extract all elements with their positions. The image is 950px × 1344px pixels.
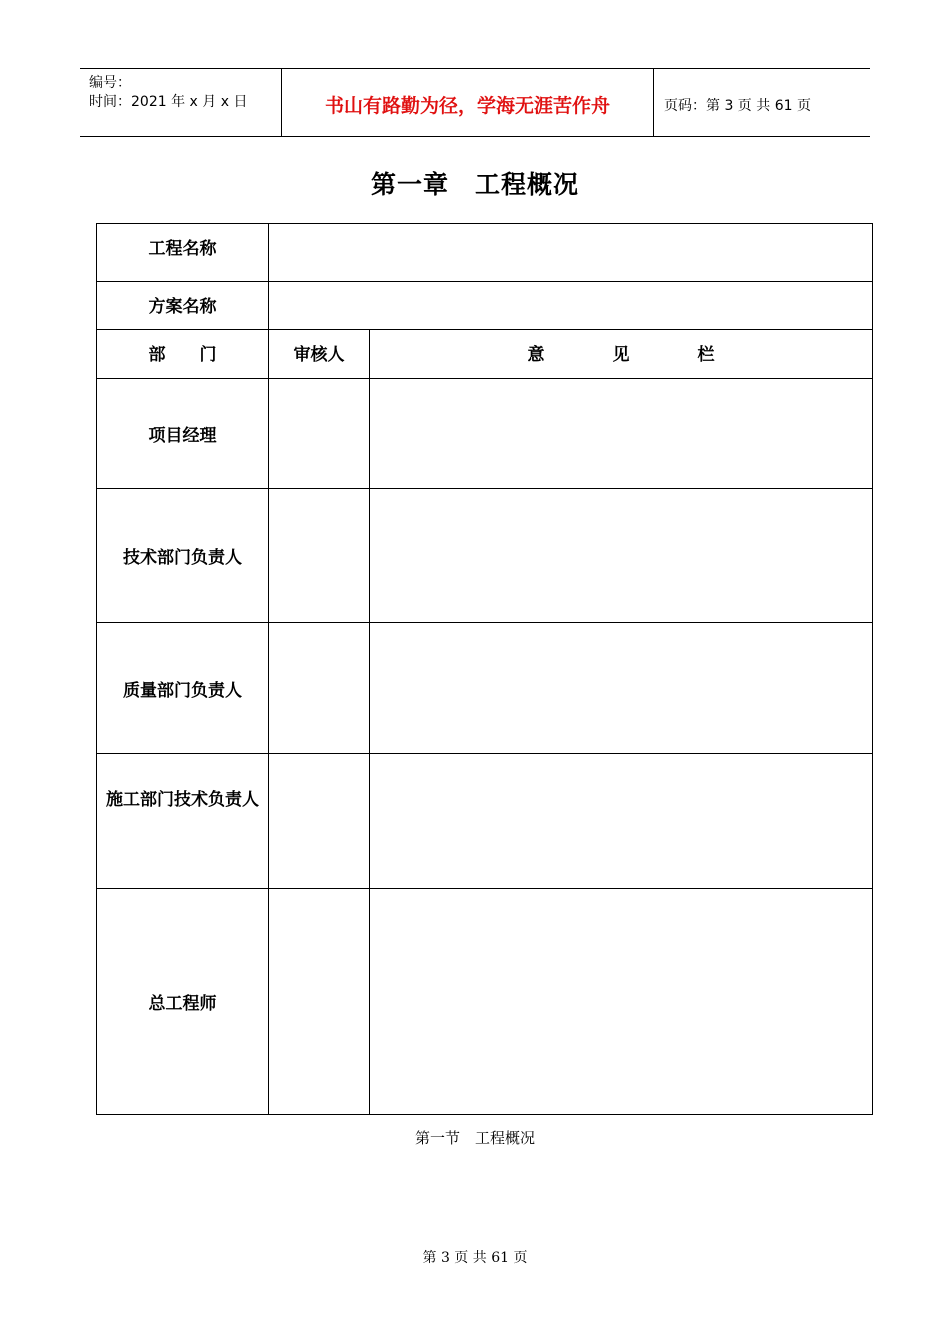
reviewer-cell[interactable]: [269, 889, 370, 1115]
column-header-opinion: 意 见 栏: [370, 330, 873, 379]
column-header-reviewer: 审核人: [269, 330, 370, 379]
header-meta: [80, 69, 282, 136]
dept-label: 总工程师: [97, 889, 269, 1115]
reviewer-cell[interactable]: [269, 623, 370, 754]
reviewer-cell[interactable]: [269, 489, 370, 623]
project-name-field[interactable]: [269, 224, 873, 282]
plan-name-row: [97, 282, 873, 330]
header-page-info: 页码：第 3 页 共 61 页: [664, 97, 811, 114]
dept-label: 施工部门技术负责人: [97, 754, 269, 889]
approval-form-table: [96, 223, 873, 1115]
document-number-label: 编号：: [89, 75, 131, 91]
dept-label: 质量部门负责人: [97, 623, 269, 754]
dept-label: 技术部门负责人: [97, 489, 269, 623]
opinion-cell[interactable]: [370, 889, 873, 1115]
opinion-cell[interactable]: [370, 754, 873, 889]
reviewer-cell[interactable]: [269, 379, 370, 489]
table-row: [97, 889, 873, 1115]
opinion-cell[interactable]: [370, 623, 873, 754]
opinion-cell[interactable]: [370, 379, 873, 489]
document-header: [80, 68, 870, 137]
page-footer: 第 3 页 共 61 页: [422, 1250, 528, 1266]
table-row: [97, 754, 873, 889]
table-row: [97, 489, 873, 623]
project-name-row: [97, 224, 873, 282]
chapter-title: 第一章 工程概况: [370, 170, 579, 199]
opinion-cell[interactable]: [370, 489, 873, 623]
table-row: [97, 379, 873, 489]
column-header-row: [97, 330, 873, 379]
column-header-dept: 部 门: [97, 330, 269, 379]
reviewer-cell[interactable]: [269, 754, 370, 889]
plan-name-label: 方案名称: [97, 282, 269, 330]
plan-name-field[interactable]: [269, 282, 873, 330]
header-motto: 书山有路勤为径，学海无涯苦作舟: [282, 69, 654, 136]
project-name-label: 工程名称: [97, 224, 269, 282]
table-row: [97, 623, 873, 754]
section-title: 第一节 工程概况: [414, 1129, 535, 1147]
document-date: 时间：2021 年 x 月 x 日: [89, 94, 248, 110]
dept-label: 项目经理: [97, 379, 269, 489]
